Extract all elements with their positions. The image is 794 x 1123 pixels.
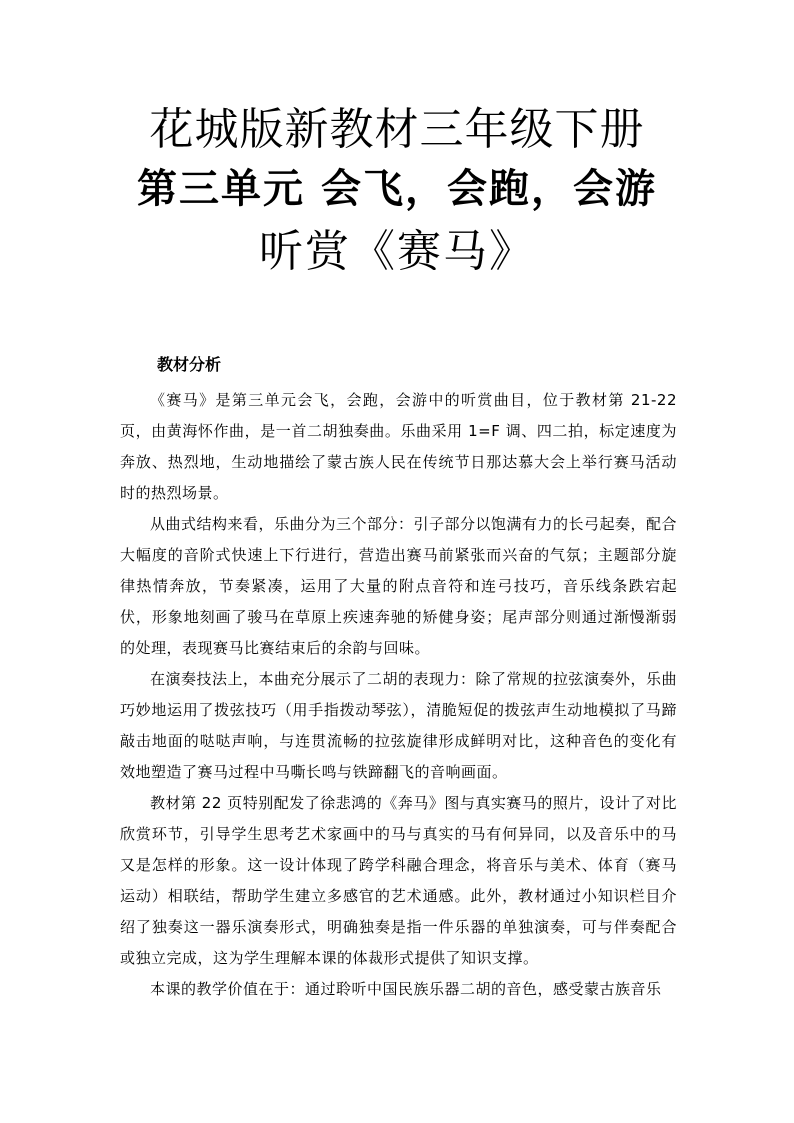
paragraph: 教材第 22 页特别配发了徐悲鸿的《奔马》图与真实赛马的照片，设计了对比欣赏环节，引导学生思考艺术家画中的马与真实的马有何异同，以及音乐中的马又是怎样的形象。这一设计体现了跨学科融合理念，将音乐与美术、体育（赛马运动）相联结，帮助学生建立多感官的艺术通感。此外，教材通过小知识栏目介绍了独奏这一器乐演奏形式，明确独奏是指一件乐器的单独演奏，可与伴奏配合或独立完成，这为学生理解本课的体裁形式提供了知识支撑。 — [120, 794, 677, 967]
paragraph: 《赛马》是第三单元会飞，会跑，会游中的听赏曲目，位于教材第 21-22 页，由黄海怀作曲，是一首二胡独奏曲。乐曲采用 1=F 调、四二拍，标定速度为奔放、热烈地，生动地描绘了蒙古族人民在传统节日那达慕大会上举行赛马活动时的热烈场景。 — [120, 391, 677, 502]
lesson-title: 听赏《赛马》 — [259, 226, 535, 277]
paragraph: 本课的教学价值在于：通过聆听中国民族乐器二胡的音色，感受蒙古族音乐 — [150, 980, 662, 998]
unit-title: 第三单元 会飞，会跑，会游 — [137, 166, 657, 212]
analysis-body — [120, 385, 677, 1005]
section-heading: 教材分析 — [157, 355, 222, 374]
paragraph: 从曲式结构来看，乐曲分为三个部分：引子部分以饱满有力的长弓起奏，配合大幅度的音阶式快速上下行进行，营造出赛马前紧张而兴奋的气氛；主题部分旋律热情奔放，节奏紧凑，运用了大量的附点音符和连弓技巧，音乐线条跌宕起伏，形象地刻画了骏马在草原上疾速奔驰的矫健身姿；尾声部分则通过渐慢渐弱的处理，表现赛马比赛结束后的余韵与回味。 — [120, 515, 678, 657]
paragraph: 在演奏技法上，本曲充分展示了二胡的表现力：除了常规的拉弦演奏外，乐曲巧妙地运用了拨弦技巧（用手指拨动琴弦），清脆短促的拨弦声生动地模拟了马蹄敲击地面的哒哒声响，与连贯流畅的拉弦旋律形成鲜明对比，这种音色的变化有效地塑造了赛马过程中马嘶长鸣与铁蹄翻飞的音响画面。 — [120, 670, 678, 781]
document-title: 花城版新教材三年级下册 — [149, 104, 645, 155]
